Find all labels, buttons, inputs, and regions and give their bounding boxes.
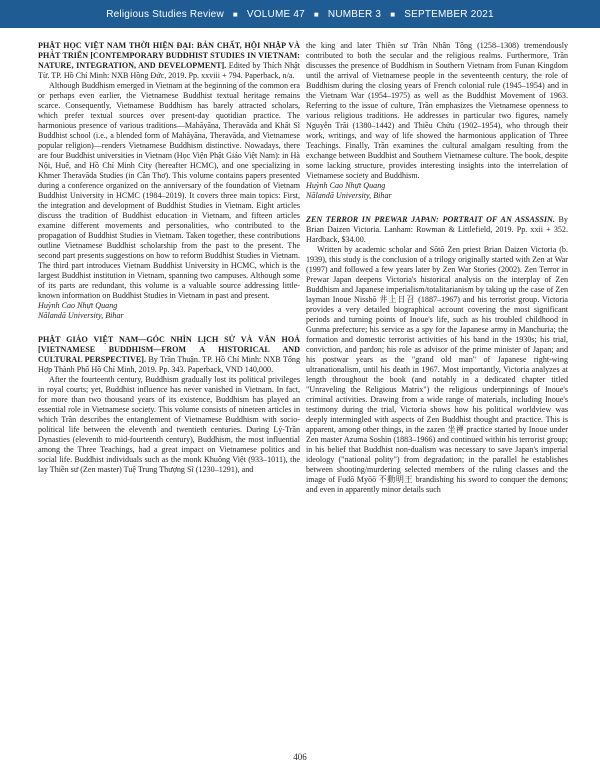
separator-icon: ■ xyxy=(313,9,319,19)
running-header xyxy=(0,0,600,28)
separator-icon: ■ xyxy=(390,9,396,19)
review-entry-continued xyxy=(306,41,568,201)
review-body: After the fourteenth century, Buddhism gradually lost its political privileges in royal courts; yet, Buddhist influence has never vanished in Vietnam. In fact, for more than two thousand years of its existence, Buddhism has played an essential role in Vietnamese society. This volume consists of nineteen articles in which Trần describes the entanglement of Vietnamese Buddhism with socio-political life between the eleventh and twentieth centuries. During Lý-Trần Dynasties (eleventh to mid-fourteenth century), Buddhism, the most influential among the Three Teachings, had a great impact on Vietnamese politics and social life. Buddhist individuals such as the monk Khuông Việt (933–1011), the lay Thiền sư (Zen master) Tuệ Trung Thượng Sĩ (1230–1291), and xyxy=(38,375,300,474)
reviewer-affiliation: Nālandā University, Bihar xyxy=(38,311,124,320)
review-body-continued: the king and later Thiền sư Trần Nhân Tông (1258–1308) tremendously contributed to both the secular and the religious realms. Furthermore, Trần discusses the presence of Buddhism in Southern Vietnam from Funan Kingdom until the arrival of Vietnamese people in the seventeenth century, the role of Buddhism during the closing years of French colonial rule (1945–1954) and in the Vietnam War (1954–1975) as well as the Buddhist Movement of 1963. Referring to the issue of culture, Trần emphasizes the Vietnamese openness to various religious traditions. He addresses in particular two figures, namely Nguyễn Trãi (1380–1442) and Thiều Chửu (1902–1954), who through their work, writings, and way of life showed the harmonious application of Three Teachings. Finally, Trần examines the cultural amalgam resulting from the exchange between Buddhist and Southern Vietnamese culture. The book, despite some lacking structure, provides interesting insights into the interrelation of Vietnamese society and Buddhism. xyxy=(306,41,568,180)
book-title: PHẬT HỌC VIỆT NAM THỜI HIỆN ĐẠI: BẢN CHẤT, HỘI NHẬP VÀ PHÁT TRIỂN [CONTEMPORARY BUDDHIST STUDIES IN VIETNAM: NATURE, INTEGRATION, AND DEVELOPMENT]. xyxy=(38,41,300,70)
journal-name: Religious Studies Review xyxy=(106,8,224,20)
reviewer-name: Huỳnh Cao Nhựt Quang xyxy=(306,181,386,190)
book-citation: Edited by Thích Nhật Từ. TP. Hồ Chí Minh: NXB Hồng Đức, 2019. Pp. xxviii + 794. Paperback, n/a. xyxy=(38,61,300,80)
separator-icon: ■ xyxy=(232,9,238,19)
review-heading xyxy=(38,41,300,81)
review-body: Although Buddhism emerged in Vietnam at the beginning of the common era or perhaps even earlier, the Vietnamese Buddhist textual heritage remains scarce. Consequently, Vietnamese Buddhism has barely attracted scholars, which prefer textual sources over present-day quotidian practice. The harmonious presence of various traditions—Mahāyāna, Theravāda and Khất Sĩ Buddhist school (i.e., a blended form of Mahāyāna, Theravāda, and Vietnamese popular religion)—renders Vietnamese Buddhism distinctive. Nowadays, there are four Buddhist universities in Vietnam (Học Viện Phật Giáo Việt Nam): in Hà Nội, Huế, and Hồ Chí Minh City (hereafter HCMC), and one specializing in Khmer Theravāda Studies (in Cần Thơ). This volume contains papers presented during a conference organized on the anniversary of the foundation of Vietnam Buddhist University in HCMC (1984–2019). It covers three main topics: First, the integration and development of Buddhist Studies in Vietnam. Eight articles discuss the tradition of Buddhist education in Vietnam, and fifteen articles examine different movements and personalities, who contributed to the propagation of Buddhist Studies in Vietnam. Taken together, these contributions outline Vietnamese Buddhist scholarship from the past to the present. The second part presents suggestions on how to reform Buddhist Studies in Vietnam. The third part introduces Vietnam Buddhist University in HCMC, which is the largest Buddhist institution in Vietnam, spanning two campuses. Although some of its parts are redundant, this volume is a valuable source addressing little-known information on Buddhist Studies in Vietnam in past and present. xyxy=(38,81,300,300)
review-heading xyxy=(38,335,300,375)
reviewer-name: Huỳnh Cao Nhựt Quang xyxy=(38,301,118,310)
reviewer-affiliation: Nālandā University, Bihar xyxy=(306,191,392,200)
volume-label: VOLUME 47 xyxy=(246,8,305,20)
issue-date: SEPTEMBER 2021 xyxy=(404,8,494,20)
right-column xyxy=(306,41,568,495)
book-title: PHẬT GIÁO VIỆT NAM—GÓC NHÌN LỊCH SỬ VÀ VĂN HOÁ [VIETNAMESE BUDDHISM—FROM A HISTORICAL AND CULTURAL PERSPECTIVE]. xyxy=(38,335,300,364)
page-number: 406 xyxy=(293,752,307,762)
review-heading xyxy=(306,215,568,245)
book-title: ZEN TERROR IN PREWAR JAPAN: PORTRAIT OF AN ASSASSIN. xyxy=(306,215,555,224)
book-citation: By Trần Thuận. TP. Hồ Chí Minh: NXB Tổng Hợp Thành Phố Hồ Chí Minh, 2019. Pp. 343. Paperback, VND 140,000. xyxy=(38,355,301,374)
book-citation: By Brian Daizen Victoria. Lanham: Rowman & Littlefield, 2019. Pp. xxii + 352. Hardback, $34.00. xyxy=(306,215,568,244)
review-entry xyxy=(38,335,300,475)
review-entry xyxy=(38,41,300,321)
review-body: Written by academic scholar and Sōtō Zen priest Brian Daizen Victoria (b. 1939), this study is the conclusion of a trilogy originally started with Zen at War (1997) and followed a few years later by Zen War Stories (2002). Zen Terror in Prewar Japan deepens Victoria's historical analysis on the interplay of Zen Buddhism and Japanese imperialism/totalitarianism by taking up the case of Zen layman Inoue Nisshō 井上日召 (1887–1967) and his terrorist group. Victoria provides a very detailed biographical account covering the most significant periods and turning points of Inoue's life, such as his troubled childhood in Gunma prefecture; his service as a spy for the Japanese army in Manchuria; the formation and domestic terrorist activities of his band in the 1930s; his trial, conviction, and pardon; his role as advisor of the prime minister of Japan; and his postwar years as the "grand old man" of Japanese right-wing ultranationalism, until his death in 1967. Most importantly, Victoria analyzes at length throughout the book (and notably in a dedicated chapter titled "Unraveling the Religious Matrix") the religious underpinnings of Inoue's criminal activities. Drawing from a wide range of materials, including Inoue's testimony during the trial, Victoria shows how his political worldview was deeply intermingled with aspects of Zen Buddhist thought and practice. This is apparent, among other things, in the zazen 坐禅 practice started by Inoue under Zen master Azuma Soshin (1883–1966) and continued within his terrorist group; in his belief that Buddhist non-dualism was necessary to save Japan's imperial ideology ("national polity") from degradation; in the parallel he establishes between shooting/murdering selected members of the ruling classes and the image of Fudō Myōō 不動明王 brandishing his sword to conquer the demons; and even in apparently minor details such xyxy=(306,245,568,494)
number-label: NUMBER 3 xyxy=(327,8,382,20)
review-entry xyxy=(306,215,568,495)
left-column xyxy=(38,41,300,475)
